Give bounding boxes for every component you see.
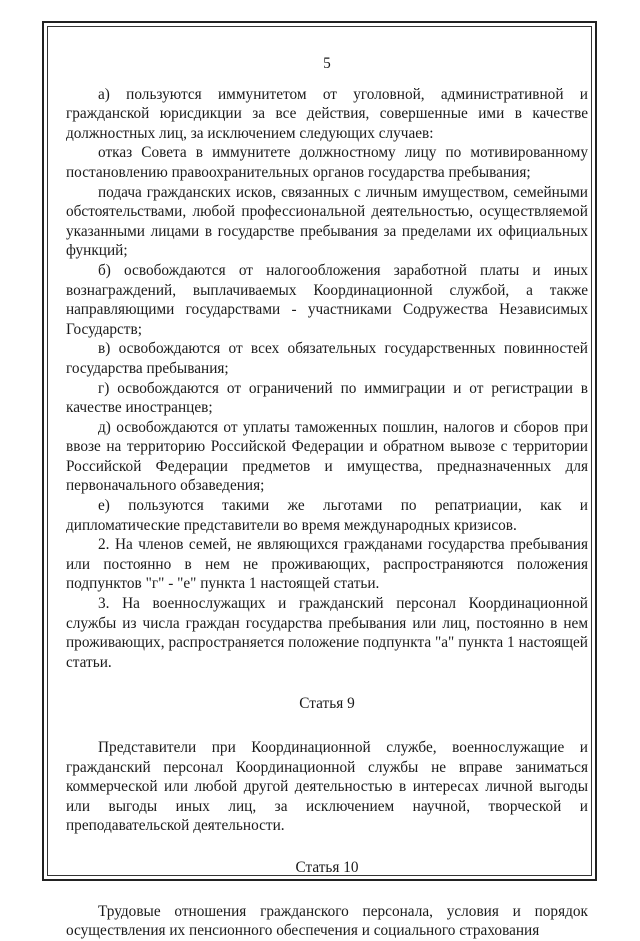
- paragraph-2: 2. На членов семей, не являющихся гражданами государства пребывания или постоянно в нем не проживающих, распространяются положения подпунктов "г" - "е" пункта 1 настоящей статьи.: [66, 536, 588, 593]
- paragraph-exception-1: отказ Совета в иммунитете должностному лицу по мотивированному постановлению правоохранительных органов государства пребывания;: [66, 144, 588, 181]
- article-10-text: Трудовые отношения гражданского персонала, условия и порядок осуществления их пенсионного обеспечения и социального страхования: [66, 902, 588, 940]
- article-9-heading: Статья 9: [299, 695, 355, 713]
- document-body: [66, 54, 588, 941]
- paragraph-1g: г) освобождаются от ограничений по иммиграции и от регистрации в качестве иностранцев;: [66, 379, 588, 417]
- paragraph-1d: д) освобождаются от уплаты таможенных пошлин, налогов и сборов при ввозе на территорию Российской Федерации и обратном вывозе с территории Российской Федерации предметов и имущества, предназначенных для первоначального обзаведения;: [66, 418, 588, 495]
- paragraph-1v: в) освобождаются от всех обязательных государственных повинностей государства пребывания;: [66, 340, 588, 377]
- paragraph-1b: б) освобождаются от налогообложения заработной платы и иных вознаграждений, выплачиваемых Координационной службой, а также направляющими государствами - участниками Содружества Независимых Государств;: [66, 261, 588, 338]
- article-9-text: Представители при Координационной службе, военнослужащие и гражданский персонал Координационной службы не вправе заниматься коммерческой или любой другой деятельностью в интересах личной выгоды или выгоды иных лиц, за исключением научной, творческой и преподавательской деятельности.: [66, 739, 588, 835]
- paragraph-exception-2: подача гражданских исков, связанных с личным имуществом, семейными обстоятельствами, любой профессиональной деятельностью, осуществляемой указанными лицами в государстве пребывания за пределами их официальных функций;: [66, 183, 588, 260]
- paragraph-3: 3. На военнослужащих и гражданский персонал Координационной службы из числа граждан государства пребывания или лиц, постоянно в нем проживающих, распространяется положение подпункта "а" пункта 1 настоящей статьи.: [66, 595, 588, 671]
- paragraph-1a: а) пользуются иммунитетом от уголовной, административной и гражданской юрисдикции за все действия, совершенные ими в качестве должностных лиц, за исключением следующих случаев:: [66, 85, 588, 142]
- article-10-heading: Статья 10: [295, 858, 359, 876]
- page-number: 5: [323, 55, 331, 72]
- paragraph-1e: е) пользуются такими же льготами по репатриации, как и дипломатические представители во время международных кризисов.: [66, 497, 588, 534]
